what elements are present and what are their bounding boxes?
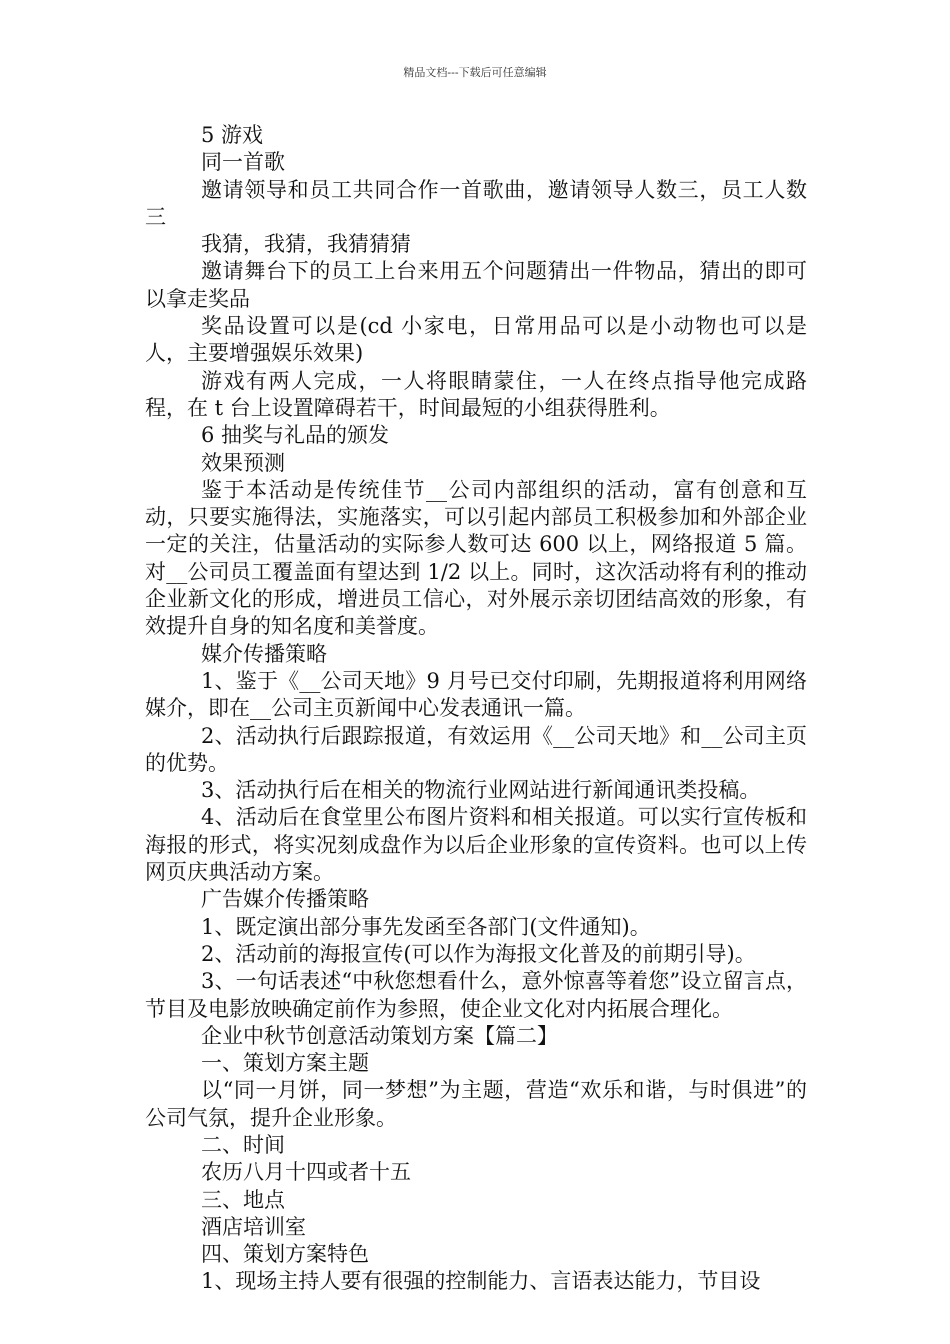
document-body: [145, 122, 807, 1296]
paragraph: 奖品设置可以是(cd 小家电，日常用品可以是小动物也可以是人，主要增强娱乐效果): [145, 314, 807, 366]
section-heading-lottery: 6 抽奖与礼品的颁发: [201, 423, 390, 448]
list-item: 4、活动后在食堂里公布图片资料和相关报道。可以实行宣传板和海报的形式，将实况刻成盘作为以后企业形象的宣传资料。也可以上传网页庆典活动方案。: [145, 805, 807, 885]
list-item: 1、鉴于《__公司天地》9 月号已交付印刷，先期报道将利用网络媒介，即在__公司主页新闻中心发表通讯一篇。: [145, 668, 807, 721]
paragraph: 鉴于本活动是传统佳节__公司内部组织的活动，富有创意和互动，只要实施得法，实施落实，可以引起内部员工积极参加和外部企业一定的关注，估量活动的实际参人数可达 600 以上，网络报道 5 篇。对__公司员工覆盖面有望达到 1/2 以上。同时，这次活动将有利的推动企业新文化的形成，增进员工信心，对外展示亲切团结高效的形象，有效提升自身的知名度和美誉度。: [145, 477, 807, 639]
document-title-part-two: 企业中秋节创意活动策划方案【篇二】: [201, 1023, 558, 1048]
list-item: 3、活动执行后在相关的物流行业网站进行新闻通讯类投稿。: [201, 778, 761, 803]
list-item: 1、既定演出部分事先发函至各部门(文件通知)。: [201, 914, 651, 939]
section-heading-theme: 一、策划方案主题: [201, 1051, 369, 1076]
section-heading-ad-media-strategy: 广告媒介传播策略: [201, 887, 369, 912]
list-item: 2、活动前的海报宣传(可以作为海报文化普及的前期引导)。: [201, 941, 756, 966]
game-title-guessing: 我猜，我猜，我猜猜猜: [201, 232, 411, 257]
page-header: 精品文档---下载后可任意编辑: [403, 66, 547, 79]
section-heading-games: 5 游戏: [201, 123, 264, 147]
paragraph: 酒店培训室: [201, 1214, 306, 1239]
section-heading-effect-forecast: 效果预测: [201, 450, 285, 475]
paragraph: 农历八月十四或者十五: [201, 1160, 411, 1185]
section-heading-features: 四、策划方案特色: [201, 1242, 369, 1267]
section-heading-media-strategy: 媒介传播策略: [201, 641, 327, 666]
section-heading-time: 二、时间: [201, 1132, 285, 1157]
paragraph: 邀请领导和员工共同合作一首歌曲，邀请领导人数三，员工人数三: [145, 177, 807, 229]
paragraph: 以“同一月饼，同一梦想”为主题，营造“欢乐和谐，与时俱进”的公司气氛，提升企业形象。: [145, 1078, 807, 1130]
section-heading-location: 三、地点: [201, 1187, 285, 1212]
paragraph: 游戏有两人完成，一人将眼睛蒙住，一人在终点指导他完成路程，在 t 台上设置障碍若干，时间最短的小组获得胜利。: [145, 368, 807, 420]
game-title-same-song: 同一首歌: [201, 150, 285, 175]
list-item: 2、活动执行后跟踪报道，有效运用《__公司天地》和__公司主页的优势。: [145, 723, 807, 775]
list-item: 1、现场主持人要有很强的控制能力、言语表达能力，节目设: [201, 1269, 761, 1294]
paragraph: 邀请舞台下的员工上台来用五个问题猜出一件物品，猜出的即可以拿走奖品: [145, 259, 807, 311]
list-item: 3、一句话表述“中秋您想看什么，意外惊喜等着您”设立留言点，节目及电影放映确定前作为参照，使企业文化对内拓展合理化。: [145, 969, 807, 1021]
